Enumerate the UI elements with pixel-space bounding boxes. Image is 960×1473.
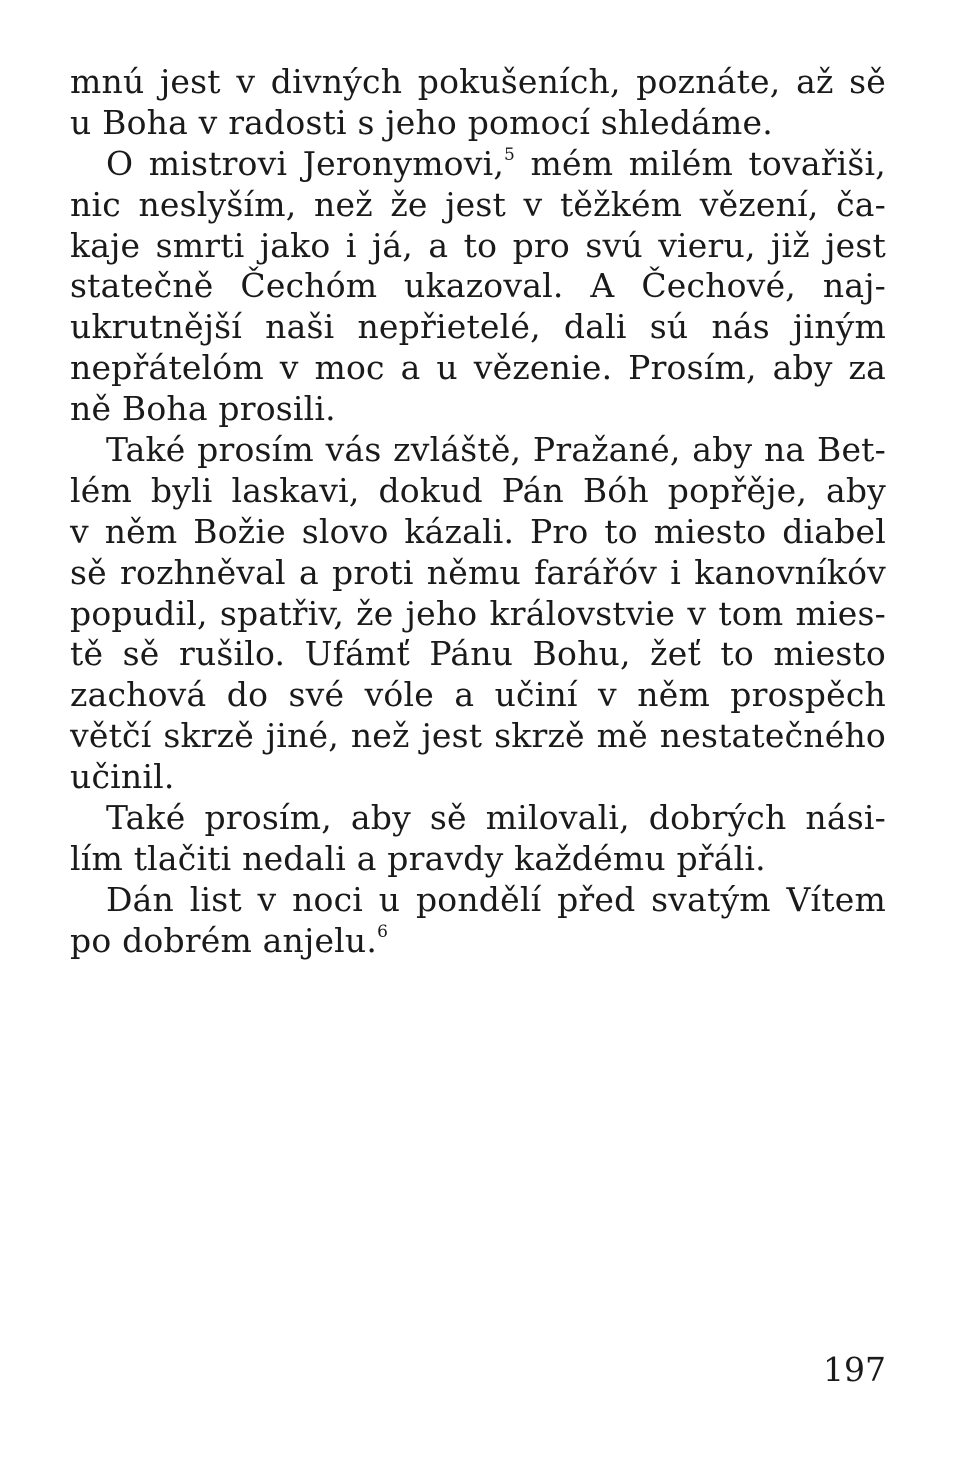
text-line: [70, 921, 886, 962]
text-line: lím tlačiti nedali a pravdy každému přáli.: [70, 838, 766, 878]
text-line: [70, 144, 886, 185]
text-segment: po dobrém anjelu.: [70, 920, 378, 960]
footnote-marker: 6: [377, 921, 389, 942]
footnote-marker: 5: [504, 144, 516, 165]
text-line: statečně Čechóm ukazoval. A Čechové, naj-: [70, 266, 886, 306]
text-line: učinil.: [70, 757, 175, 797]
text-line: Také prosím, aby sě milovali, dobrých nási-: [106, 798, 886, 838]
text-line: tě sě rušilo. Ufámť Pánu Bohu, žeť to miesto: [70, 634, 886, 674]
text-line: zachová do své vóle a učiní v něm prospěch: [70, 675, 886, 715]
text-line: popudil, spatřiv, že jeho královstvie v tom mies-: [70, 593, 886, 633]
text-line: větčí skrzě jiné, než jest skrzě mě nestatečného: [70, 716, 886, 756]
page-number: 197: [823, 1350, 886, 1389]
text-segment: mém milém tovařiši,: [515, 143, 886, 183]
text-line: v něm Božie slovo kázali. Pro to miesto diabel: [70, 511, 886, 551]
text-line: ně Boha prosili.: [70, 389, 336, 429]
text-line: lém byli laskavi, dokud Pán Bóh popřěje, aby: [70, 470, 886, 510]
text-line: nic neslyším, než že jest v těžkém vězení, ča-: [70, 184, 886, 224]
text-line: mnú jest v divných pokušeních, poznáte, až sě: [70, 62, 886, 101]
text-line: sě rozhněval a proti němu farářóv i kanovníkóv: [70, 552, 886, 592]
text-segment: O mistrovi Jeronymovi,: [106, 143, 505, 183]
text-line: kaje smrti jako i já, a to pro svú vieru, již jest: [70, 225, 886, 265]
text-line: ukrutnější naši nepřietelé, dali sú nás jiným: [70, 307, 886, 347]
text-line: u Boha v radosti s jeho pomocí shledáme.: [70, 102, 773, 142]
text-line: Také prosím vás zvláště, Pražané, aby na Bet-: [106, 430, 886, 470]
text-line: nepřátelóm v moc a u vězenie. Prosím, aby za: [70, 348, 886, 388]
text-line: Dán list v noci u pondělí před svatým Vítem: [106, 879, 886, 919]
page-text: [70, 62, 886, 962]
